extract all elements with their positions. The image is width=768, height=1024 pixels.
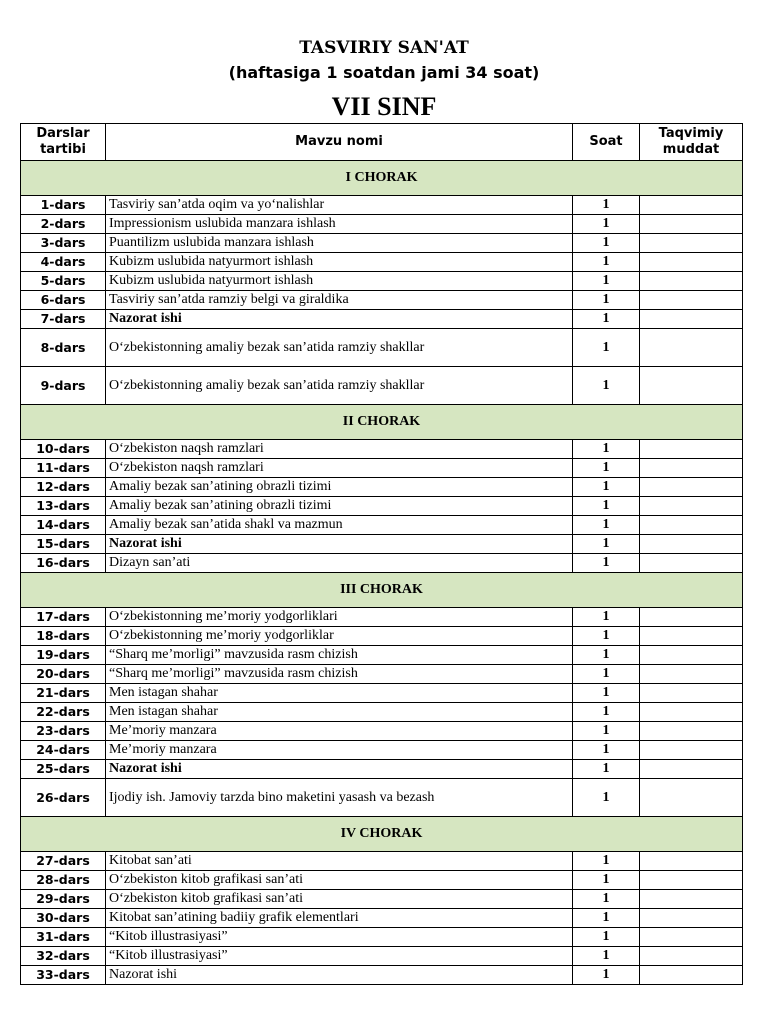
lesson-topic-cell: Tasviriy san’atda oqim va yo‘nalishlar (106, 196, 573, 215)
lesson-date-cell (640, 779, 743, 817)
lesson-date-cell (640, 890, 743, 909)
lesson-date-cell (640, 665, 743, 684)
lesson-topic-cell: Nazorat ishi (106, 535, 573, 554)
lesson-hours-cell: 1 (573, 665, 640, 684)
lesson-hours-cell: 1 (573, 703, 640, 722)
lesson-topic-cell: O‘zbekistonning me’moriy yodgorliklari (106, 608, 573, 627)
lesson-hours-cell: 1 (573, 871, 640, 890)
lesson-hours-cell: 1 (573, 928, 640, 947)
lesson-topic-cell: Amaliy bezak san’atida shakl va mazmun (106, 516, 573, 535)
lesson-number-cell: 9-dars (21, 367, 106, 405)
lesson-hours-cell: 1 (573, 909, 640, 928)
grade-title: VII SINF (331, 92, 437, 121)
lesson-number-cell: 16-dars (21, 554, 106, 573)
lesson-hours-cell: 1 (573, 234, 640, 253)
lesson-hours-cell: 1 (573, 516, 640, 535)
lesson-topic-cell: “Kitob illustrasiyasi” (106, 928, 573, 947)
lesson-hours-cell: 1 (573, 215, 640, 234)
lesson-topic-cell: Kubizm uslubida natyurmort ishlash (106, 253, 573, 272)
lesson-number-cell: 13-dars (21, 497, 106, 516)
quarter-label: IV CHORAK (21, 817, 743, 852)
lesson-hours-cell: 1 (573, 367, 640, 405)
lesson-number-cell: 25-dars (21, 760, 106, 779)
lesson-topic-cell: Nazorat ishi (106, 760, 573, 779)
hours-subtitle: (haftasiga 1 soatdan jami 34 soat) (228, 63, 540, 82)
lesson-number-cell: 4-dars (21, 253, 106, 272)
lesson-hours-cell: 1 (573, 608, 640, 627)
lesson-date-cell (640, 196, 743, 215)
lesson-number-cell: 26-dars (21, 779, 106, 817)
document-title: TASVIRIY SAN'AT (299, 38, 469, 58)
lesson-number-cell: 27-dars (21, 852, 106, 871)
table-row (21, 871, 743, 890)
lesson-number-cell: 6-dars (21, 291, 106, 310)
lesson-hours-cell: 1 (573, 760, 640, 779)
lesson-date-cell (640, 497, 743, 516)
lesson-date-cell (640, 535, 743, 554)
lesson-topic-cell: Men istagan shahar (106, 684, 573, 703)
table-row (21, 310, 743, 329)
table-row (21, 741, 743, 760)
lesson-topic-cell: Puantilizm uslubida manzara ishlash (106, 234, 573, 253)
lesson-date-cell (640, 516, 743, 535)
table-row (21, 928, 743, 947)
lesson-date-cell (640, 478, 743, 497)
lesson-hours-cell: 1 (573, 684, 640, 703)
quarter-row (21, 817, 743, 852)
lesson-hours-cell: 1 (573, 196, 640, 215)
table-header-row (21, 124, 743, 161)
lesson-topic-cell: “Sharq me’morligi” mavzusida rasm chizish (106, 665, 573, 684)
lesson-number-cell: 24-dars (21, 741, 106, 760)
lesson-plan-table (20, 123, 743, 985)
lesson-hours-cell: 1 (573, 253, 640, 272)
lesson-hours-cell: 1 (573, 291, 640, 310)
table-row (21, 779, 743, 817)
lesson-number-cell: 11-dars (21, 459, 106, 478)
lesson-date-cell (640, 310, 743, 329)
table-row (21, 852, 743, 871)
lesson-number-cell: 2-dars (21, 215, 106, 234)
lesson-number-cell: 1-dars (21, 196, 106, 215)
lesson-number-cell: 15-dars (21, 535, 106, 554)
table-row (21, 722, 743, 741)
quarter-label: I CHORAK (21, 161, 743, 196)
lesson-hours-cell: 1 (573, 535, 640, 554)
lesson-date-cell (640, 909, 743, 928)
table-row (21, 909, 743, 928)
lesson-hours-cell: 1 (573, 947, 640, 966)
lesson-topic-cell: O‘zbekistonning amaliy bezak san’atida ramziy shakllar (106, 367, 573, 405)
lesson-topic-cell: Ijodiy ish. Jamoviy tarzda bino maketini yasash va bezash (106, 779, 573, 817)
lesson-hours-cell: 1 (573, 497, 640, 516)
table-row (21, 703, 743, 722)
lesson-topic-cell: O‘zbekiston naqsh ramzlari (106, 440, 573, 459)
table-row (21, 459, 743, 478)
lesson-number-cell: 12-dars (21, 478, 106, 497)
lesson-number-cell: 22-dars (21, 703, 106, 722)
lesson-number-cell: 18-dars (21, 627, 106, 646)
lesson-topic-cell: Kitobat san’atining badiiy grafik elementlari (106, 909, 573, 928)
lesson-date-cell (640, 722, 743, 741)
lesson-topic-cell: Impressionism uslubida manzara ishlash (106, 215, 573, 234)
lesson-number-cell: 19-dars (21, 646, 106, 665)
lesson-topic-cell: Kubizm uslubida natyurmort ishlash (106, 272, 573, 291)
lesson-hours-cell: 1 (573, 627, 640, 646)
lesson-date-cell (640, 966, 743, 985)
lesson-date-cell (640, 329, 743, 367)
lesson-number-cell: 30-dars (21, 909, 106, 928)
lesson-date-cell (640, 459, 743, 478)
lesson-number-cell: 33-dars (21, 966, 106, 985)
lesson-number-cell: 32-dars (21, 947, 106, 966)
lesson-number-cell: 31-dars (21, 928, 106, 947)
lesson-hours-cell: 1 (573, 646, 640, 665)
lesson-topic-cell: Amaliy bezak san’atining obrazli tizimi (106, 478, 573, 497)
header-lesson-order: Darslar tartibi (21, 124, 106, 161)
lesson-date-cell (640, 947, 743, 966)
lesson-topic-cell: Me’moriy manzara (106, 722, 573, 741)
table-row (21, 516, 743, 535)
lesson-topic-cell: Me’moriy manzara (106, 741, 573, 760)
lesson-topic-cell: O‘zbekistonning amaliy bezak san’atida ramziy shakllar (106, 329, 573, 367)
lesson-date-cell (640, 760, 743, 779)
table-row (21, 646, 743, 665)
table-row (21, 478, 743, 497)
lesson-hours-cell: 1 (573, 310, 640, 329)
lesson-date-cell (640, 741, 743, 760)
lesson-hours-cell: 1 (573, 459, 640, 478)
table-body (21, 161, 743, 985)
table-row (21, 253, 743, 272)
table-row (21, 890, 743, 909)
table-row (21, 966, 743, 985)
lesson-topic-cell: Men istagan shahar (106, 703, 573, 722)
table-row (21, 554, 743, 573)
table-row (21, 760, 743, 779)
quarter-row (21, 573, 743, 608)
lesson-date-cell (640, 684, 743, 703)
lesson-date-cell (640, 627, 743, 646)
lesson-hours-cell: 1 (573, 478, 640, 497)
table-row (21, 329, 743, 367)
header-hours: Soat (573, 124, 640, 161)
lesson-number-cell: 29-dars (21, 890, 106, 909)
table-row (21, 665, 743, 684)
table-row (21, 196, 743, 215)
table-row (21, 684, 743, 703)
lesson-number-cell: 20-dars (21, 665, 106, 684)
lesson-number-cell: 3-dars (21, 234, 106, 253)
table-row (21, 608, 743, 627)
lesson-topic-cell: “Sharq me’morligi” mavzusida rasm chizish (106, 646, 573, 665)
lesson-number-cell: 7-dars (21, 310, 106, 329)
lesson-number-cell: 14-dars (21, 516, 106, 535)
lesson-hours-cell: 1 (573, 966, 640, 985)
quarter-label: III CHORAK (21, 573, 743, 608)
lesson-number-cell: 28-dars (21, 871, 106, 890)
lesson-date-cell (640, 852, 743, 871)
lesson-date-cell (640, 215, 743, 234)
lesson-number-cell: 23-dars (21, 722, 106, 741)
lesson-topic-cell: Amaliy bezak san’atining obrazli tizimi (106, 497, 573, 516)
lesson-hours-cell: 1 (573, 890, 640, 909)
lesson-hours-cell: 1 (573, 329, 640, 367)
lesson-hours-cell: 1 (573, 722, 640, 741)
lesson-number-cell: 8-dars (21, 329, 106, 367)
lesson-date-cell (640, 272, 743, 291)
lesson-topic-cell: O‘zbekiston naqsh ramzlari (106, 459, 573, 478)
lesson-topic-cell: “Kitob illustrasiyasi” (106, 947, 573, 966)
lesson-date-cell (640, 253, 743, 272)
quarter-row (21, 161, 743, 196)
table-row (21, 291, 743, 310)
lesson-hours-cell: 1 (573, 554, 640, 573)
table-row (21, 272, 743, 291)
lesson-hours-cell: 1 (573, 272, 640, 291)
lesson-hours-cell: 1 (573, 741, 640, 760)
lesson-number-cell: 21-dars (21, 684, 106, 703)
lesson-number-cell: 17-dars (21, 608, 106, 627)
lesson-date-cell (640, 234, 743, 253)
lesson-hours-cell: 1 (573, 852, 640, 871)
header-topic-name: Mavzu nomi (106, 124, 573, 161)
table-row (21, 367, 743, 405)
quarter-label: II CHORAK (21, 405, 743, 440)
lesson-hours-cell: 1 (573, 440, 640, 459)
lesson-topic-cell: O‘zbekiston kitob grafikasi san’ati (106, 871, 573, 890)
lesson-topic-cell: Dizayn san’ati (106, 554, 573, 573)
lesson-date-cell (640, 367, 743, 405)
lesson-topic-cell: Nazorat ishi (106, 966, 573, 985)
lesson-topic-cell: O‘zbekiston kitob grafikasi san’ati (106, 890, 573, 909)
table-row (21, 440, 743, 459)
table-row (21, 947, 743, 966)
lesson-number-cell: 5-dars (21, 272, 106, 291)
lesson-date-cell (640, 871, 743, 890)
lesson-topic-cell: Kitobat san’ati (106, 852, 573, 871)
lesson-date-cell (640, 928, 743, 947)
quarter-row (21, 405, 743, 440)
lesson-date-cell (640, 291, 743, 310)
lesson-date-cell (640, 646, 743, 665)
lesson-date-cell (640, 703, 743, 722)
table-row (21, 627, 743, 646)
header-calendar-date: Taqvimiy muddat (640, 124, 743, 161)
table-row (21, 215, 743, 234)
table-row (21, 497, 743, 516)
lesson-hours-cell: 1 (573, 779, 640, 817)
lesson-number-cell: 10-dars (21, 440, 106, 459)
lesson-topic-cell: Tasviriy san’atda ramziy belgi va giraldika (106, 291, 573, 310)
lesson-date-cell (640, 440, 743, 459)
lesson-date-cell (640, 608, 743, 627)
lesson-topic-cell: Nazorat ishi (106, 310, 573, 329)
table-row (21, 535, 743, 554)
lesson-topic-cell: O‘zbekistonning me’moriy yodgorliklar (106, 627, 573, 646)
lesson-date-cell (640, 554, 743, 573)
table-row (21, 234, 743, 253)
